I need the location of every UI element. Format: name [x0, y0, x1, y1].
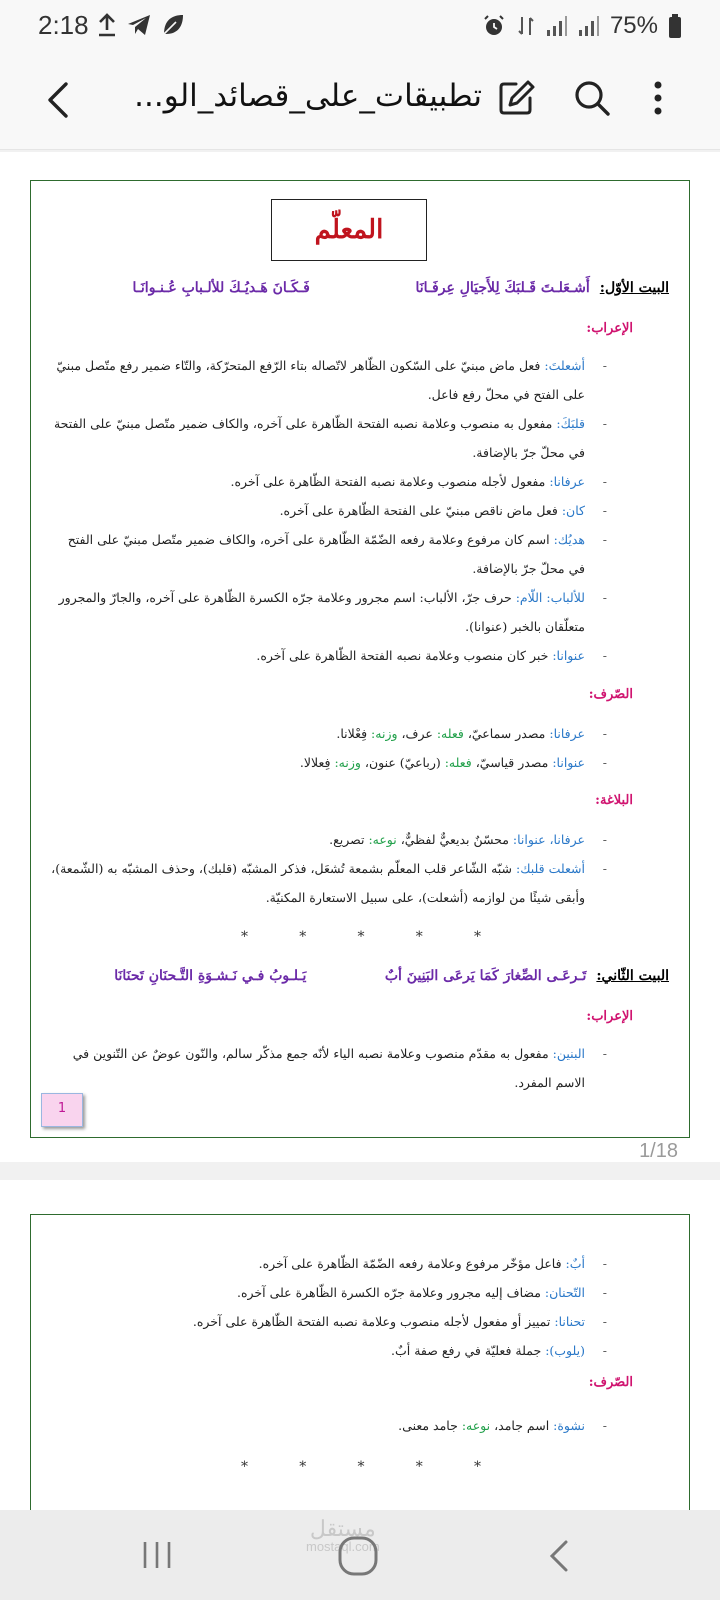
item-key: أبٌ: [565, 1256, 585, 1271]
item-key: كان: [561, 503, 585, 518]
item-key: عرفانا: [549, 474, 585, 489]
clock: 2:18 [38, 10, 89, 40]
item-text: تصريع. [329, 832, 369, 847]
item-text: محسّنٌ بديعيٌّ لفظيٌّ، [396, 832, 513, 847]
list-item [49, 748, 585, 777]
page-frame [30, 180, 690, 1138]
item-tag: وزنه: [371, 726, 398, 741]
item-text: مصدر قياسيّ، [471, 755, 553, 770]
verse-line [51, 273, 669, 303]
section-heading: البلاغة: [595, 793, 633, 808]
item-tag: نوعه: [368, 832, 397, 847]
verse-hemistich: يَـلـوبُ فـي نَـشـوَةِ التَّـحنَانِ تَحنَانَا [114, 968, 307, 984]
item-text: فعل ماض مبنيّ على السّكون الظّاهر لاتّصاله بتاء الرّفع المتحرّكة، والتّاء ضمير رفع متّصل مبنيّ على الفتح في محلّ رفع فاعل. [56, 358, 585, 402]
item-text: شبّه الشّاعر قلب المعلّم بشمعة تُشعَل، فذكر المشبّه (قلبك)، وحذف المشبّه به (الشّمعة)، وأبقى شيئًا من لوازمه (أشعلت)، على سبيل الاستعارة المكنيّة. [51, 861, 585, 905]
section-heading: الإعراب: [586, 1009, 633, 1024]
upload-icon [96, 12, 118, 38]
section-heading: الصّرف: [588, 1375, 633, 1390]
item-text: جملة فعليّة في رفع صفة أبٌ. [391, 1343, 546, 1358]
item-key: نشوة: [553, 1418, 585, 1433]
item-text: مضاف إليه مجرور وعلامة جرّه الكسرة الظّاهرة على آخره. [237, 1285, 545, 1300]
lesson-heading: المعلّم [271, 199, 427, 261]
item-key: التّحنان: [544, 1285, 585, 1300]
item-key: البنين: [552, 1046, 585, 1061]
irab-list [49, 351, 585, 670]
item-key: هديُك: [553, 532, 585, 547]
irab-list [49, 1249, 585, 1365]
item-key: عرفانا: [549, 726, 585, 741]
pdf-page [0, 1180, 720, 1510]
watermark-sub: mostaql.com [306, 1539, 380, 1554]
star-separator: * [357, 1459, 365, 1475]
item-tag: فعله: [444, 755, 472, 770]
status-bar [0, 0, 720, 52]
star-separator: * [415, 929, 423, 945]
item-key: عرفانا، عنوانا: [512, 832, 585, 847]
star-separator: * [415, 1459, 423, 1475]
watermark-text: مستقل [309, 1516, 376, 1541]
section-heading: الصّرف: [588, 687, 633, 702]
verse-label: البيت الأوّل: [599, 280, 669, 296]
verse-hemistich: فَـكَـانَ هَـديُـكَ للألـبابِ عُـنـوانَـا [132, 280, 310, 296]
item-text: فِعلالا. [299, 755, 335, 770]
app-bar [0, 52, 720, 150]
page-indicator: 1/18 [639, 1140, 678, 1162]
back-icon[interactable] [40, 78, 76, 122]
item-key: قلبَكَ: [556, 416, 585, 431]
item-text: فِعْلانا. [336, 726, 372, 741]
irab-list [49, 1039, 585, 1097]
star-separator: * [241, 929, 248, 945]
star-separator: * [299, 1459, 307, 1475]
verse-label: البيت الثّاني: [596, 968, 669, 984]
list-item [49, 1336, 585, 1365]
item-key: أشعلتَ: [544, 358, 585, 373]
battery-icon [668, 13, 682, 39]
verse-hemistich: أَشـعَلـتَ قَـلبَكَ لِلأَجيَالِ عِرفَـانَا [415, 280, 590, 296]
item-text: فعل ماض ناقص مبنيّ على الفتحة الظّاهرة على آخره. [279, 503, 562, 518]
list-item [49, 854, 585, 912]
pdf-page [0, 152, 720, 1162]
sarf-list [49, 719, 585, 777]
more-icon[interactable] [650, 78, 666, 118]
list-item [49, 641, 585, 670]
item-text: جامد معنى. [398, 1418, 462, 1433]
verse-line [51, 961, 669, 991]
document-title: تطبيقات_على_قصائد_الو... [134, 78, 482, 114]
list-item [49, 1039, 585, 1097]
item-tag: فعله: [436, 726, 464, 741]
item-key: عنوانا: [552, 755, 585, 770]
list-item [49, 1278, 585, 1307]
item-text: اسم كان مرفوع وعلامة رفعه الضّمّة الظّاهرة على آخره، والكاف ضمير متّصل مبنيّ على الفتح في محلّ جرّ بالإضافة. [67, 532, 585, 576]
star-separator: * [474, 929, 481, 945]
search-icon[interactable] [572, 78, 612, 118]
separator-stars [241, 1459, 481, 1475]
sarf-list [49, 1411, 585, 1440]
edit-icon[interactable] [496, 78, 536, 118]
home-icon[interactable] [336, 1534, 380, 1578]
list-item [49, 1411, 585, 1440]
list-item [49, 583, 585, 641]
page-number-badge: 1 [41, 1093, 83, 1127]
item-text: خبر كان منصوب وعلامة نصبه الفتحة الظّاهرة على آخره. [256, 648, 553, 663]
item-key: للألباب: اللّام: [515, 590, 585, 605]
item-key: عنوانا: [552, 648, 585, 663]
verse-hemistich: تَـرعَـى الصِّغارَ كَمَا يَرعَى البَنِينَ أبٌ [384, 968, 587, 984]
star-separator: * [474, 1459, 481, 1475]
item-text: (رباعيّ) عنون، [360, 755, 445, 770]
item-text: فاعل مؤخّر مرفوع وعلامة رفعه الضّمّة الظّاهرة على آخره. [258, 1256, 566, 1271]
star-separator: * [357, 929, 365, 945]
list-item [49, 351, 585, 409]
item-text: حرف جرّ، الألباب: اسم مجرور وعلامة جرّه الكسرة الظّاهرة على آخره، والجارّ والمجرور متعلّقان بالخبر (عنوانا). [58, 590, 585, 634]
list-item [49, 719, 585, 748]
back-icon[interactable] [544, 1538, 574, 1574]
signal-icon [578, 15, 600, 37]
page-frame [30, 1214, 690, 1534]
alarm-icon [482, 14, 506, 38]
data-icon [516, 14, 536, 38]
list-item [49, 467, 585, 496]
navigation-bar [0, 1510, 720, 1600]
recents-icon[interactable] [140, 1538, 174, 1572]
item-tag: وزنه: [334, 755, 361, 770]
notification-icons [96, 12, 186, 38]
item-text: تمييز أو مفعول لأجله منصوب وعلامة نصبه الفتحة الظّاهرة على آخره. [192, 1314, 555, 1329]
balagha-list [49, 825, 585, 912]
item-key: تحنانا: [554, 1314, 585, 1329]
list-item [49, 1307, 585, 1336]
star-separator: * [299, 929, 307, 945]
list-item [49, 496, 585, 525]
section-heading: الإعراب: [586, 321, 633, 336]
item-tag: نوعه: [461, 1418, 491, 1433]
battery-percent: 75% [609, 12, 658, 39]
system-icons [482, 12, 682, 40]
signal-icon [546, 15, 568, 37]
list-item [49, 409, 585, 467]
item-text: مفعول به مقدّم منصوب وعلامة نصبه الياء لأنّه جمع مذكّر سالم، والنّون عوضٌ عن التّنوين في الاسم المفرد. [72, 1046, 585, 1090]
item-text: مصدر سماعيّ، [463, 726, 550, 741]
item-text: عرف، [397, 726, 437, 741]
item-text: مفعول لأجله منصوب وعلامة نصبه الفتحة الظّاهرة على آخره. [230, 474, 550, 489]
list-item [49, 1249, 585, 1278]
leaf-icon [160, 12, 186, 38]
star-separator: * [241, 1459, 248, 1475]
item-text: اسم جامد، [490, 1418, 554, 1433]
telegram-icon [126, 12, 152, 38]
separator-stars [241, 929, 481, 945]
list-item [49, 825, 585, 854]
list-item [49, 525, 585, 583]
item-key: (يلوب): [545, 1343, 585, 1358]
item-text: مفعول به منصوب وعلامة نصبه الفتحة الظّاهرة على آخره، والكاف ضمير متّصل مبنيّ على الفتحة في محلّ جرّ بالإضافة. [53, 416, 585, 460]
item-key: أشعلت قلبك: [516, 861, 585, 876]
